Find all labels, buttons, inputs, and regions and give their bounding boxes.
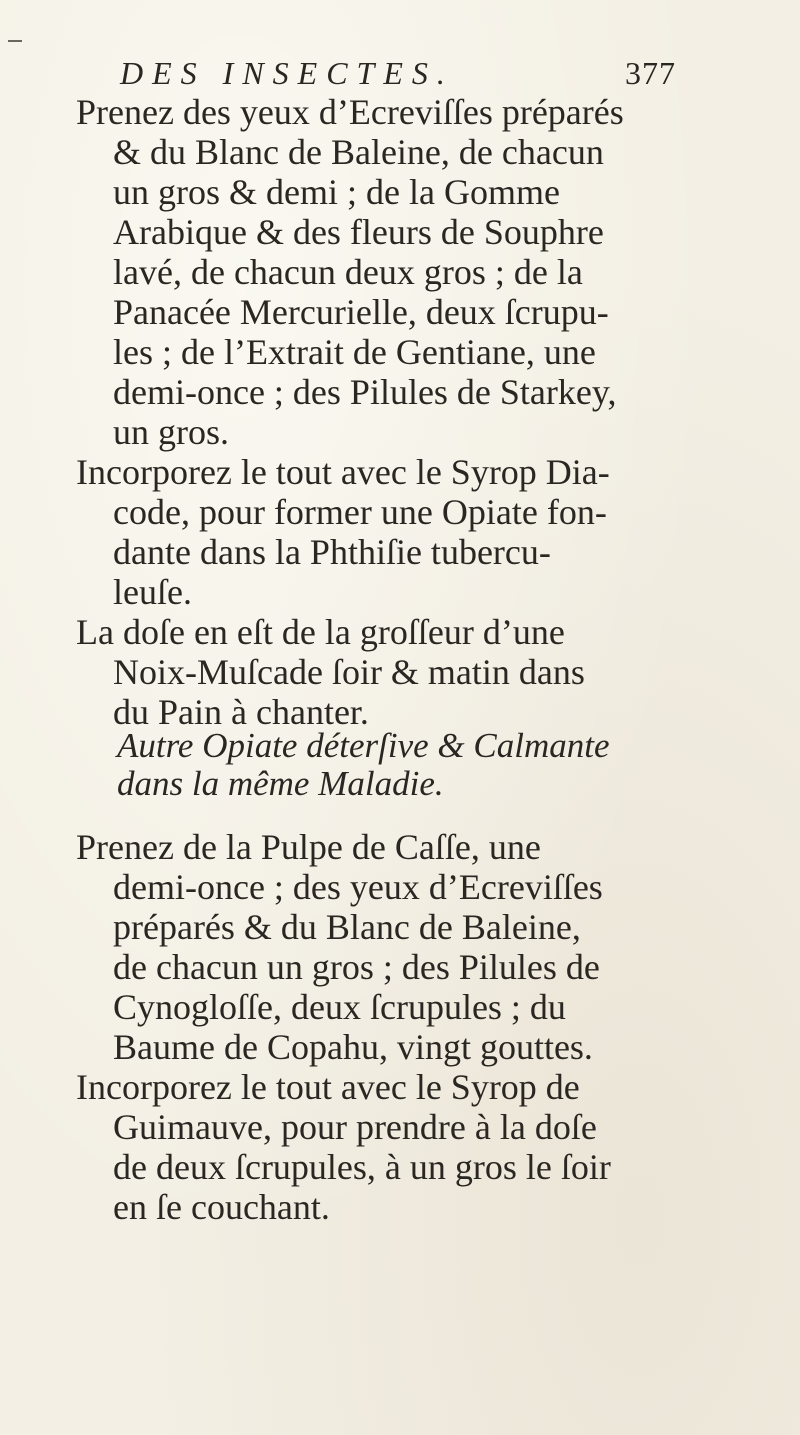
text-line: en ſe couchant. <box>113 1187 330 1227</box>
text-line: lavé, de chacun deux gros ; de la <box>113 252 583 292</box>
text-line: code, pour former une Opiate fon- <box>113 492 607 532</box>
text-line: les ; de l’Extrait de Gentiane, une <box>113 332 596 372</box>
text-line: Prenez de la Pulpe de Caſſe, une <box>76 827 541 867</box>
text-line: Panacée Mercurielle, deux ſcrupu- <box>113 292 609 332</box>
text-line: Baume de Copahu, vingt gouttes. <box>113 1027 593 1067</box>
text-line: Guimauve, pour prendre à la doſe <box>113 1107 597 1147</box>
text-line: un gros & demi ; de la Gomme <box>113 172 560 212</box>
text-line: préparés & du Blanc de Baleine, <box>113 907 581 947</box>
section-heading <box>117 727 757 803</box>
text-line: Cynogloſſe, deux ſcrupules ; du <box>113 987 566 1027</box>
text-line: un gros. <box>113 412 229 452</box>
text-line: Prenez des yeux d’Ecreviſſes préparés <box>76 92 624 132</box>
running-title: DES INSECTES. <box>120 55 454 91</box>
text-line: Incorporez le tout avec le Syrop de <box>76 1067 580 1107</box>
running-head <box>120 55 680 95</box>
text-line: de chacun un gros ; des Pilules de <box>113 947 600 987</box>
text-line: demi-once ; des yeux d’Ecreviſſes <box>113 867 603 907</box>
text-line: de deux ſcrupules, à un gros le ſoir <box>113 1147 611 1187</box>
text-line: demi-once ; des Pilules de Starkey, <box>113 372 617 412</box>
text-line: leuſe. <box>113 572 192 612</box>
heading-line: dans la même Maladie. <box>117 764 444 803</box>
text-line: Incorporez le tout avec le Syrop Dia- <box>76 452 610 492</box>
text-line: La doſe en eſt de la groſſeur d’une <box>76 612 565 652</box>
recipe-paragraphs-second <box>76 827 776 1227</box>
recipe-paragraphs-first <box>76 92 776 732</box>
heading-line: Autre Opiate déterſive & Calmante <box>117 726 610 765</box>
text-line: & du Blanc de Baleine, de chacun <box>113 132 604 172</box>
text-line: du Pain à chanter. <box>113 692 369 732</box>
page-number: 377 <box>625 55 676 91</box>
text-line: Noix-Muſcade ſoir & matin dans <box>113 652 585 692</box>
text-line: Arabique & des fleurs de Souphre <box>113 212 604 252</box>
margin-mark <box>8 40 22 42</box>
text-line: dante dans la Phthiſie tubercu- <box>113 532 551 572</box>
